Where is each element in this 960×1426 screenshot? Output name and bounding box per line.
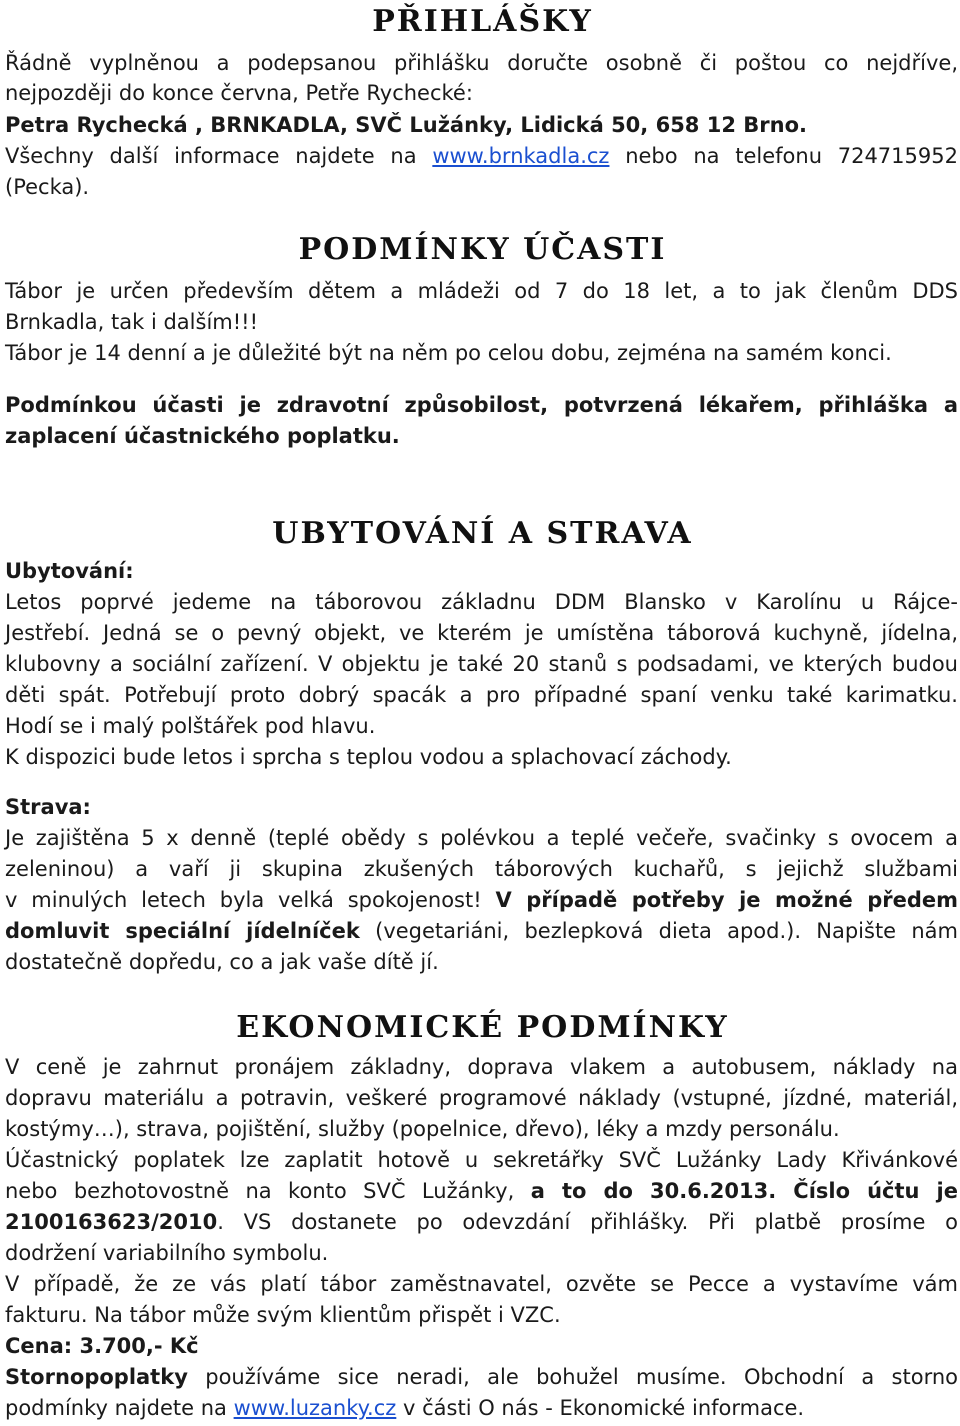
paragraph-line: (Pecka). — [5, 175, 90, 199]
paragraph-line: V ceně je zahrnut pronájem základny, doprava vlakem a autobusem, náklady na — [5, 1055, 958, 1079]
paragraph-line: zeleninou) a vaří ji skupina zkušených táborových kuchařů, s jejichž službami — [5, 857, 958, 881]
paragraph-line: Je zajištěna 5 x denně (teplé obědy s polévkou a teplé večeře, svačinky s ovocem a — [5, 826, 958, 850]
paragraph-line — [5, 1393, 804, 1423]
paragraph-line: kostýmy…), strava, pojištění, služby (popelnice, dřevo), léky a mzdy personálu. — [5, 1117, 840, 1141]
text-span: podmínky najdete na — [5, 1396, 227, 1420]
paragraph-line: Podmínkou účasti je zdravotní způsobilost, potvrzená lékařem, přihláška a — [5, 393, 958, 417]
price-line: Cena: 3.700,- Kč — [5, 1334, 199, 1358]
luzanky-link[interactable]: www.luzanky.cz — [233, 1396, 397, 1420]
paragraph-line: fakturu. Na tábor může svým klientům přispět i VZC. — [5, 1303, 561, 1327]
paragraph-line: Řádně vyplněnou a podepsanou přihlášku doručte osobně či poštou co nejdříve, — [5, 51, 958, 75]
paragraph-line: K dispozici bude letos i sprcha s teplou vodou a splachovací záchody. — [5, 745, 732, 769]
paragraph-line: Jestřebí. Jedná se o pevný objekt, ve kterém je umístěna táborová kuchyně, jídelna, — [5, 621, 958, 645]
text-span: (vegetariáni, bezlepková dieta apod.). Napište nám — [375, 919, 959, 943]
subheading-ubytovani: Ubytování: — [5, 559, 134, 583]
text-span: nebo bezhotovostně na konto SVČ Lužánky, — [5, 1179, 515, 1203]
paragraph-line: dodržení variabilního symbolu. — [5, 1241, 329, 1265]
paragraph-line: Tábor je 14 denní a je důležité být na něm po celou dobu, zejména na samém konci. — [5, 341, 892, 365]
paragraph-line: klubovny a sociální zařízení. V objektu je také 20 stanů s podsadami, ve kterých budou — [5, 652, 958, 676]
paragraph-line: děti spát. Potřebují proto dobrý spacák a pro případné spaní venku také karimatku. — [5, 683, 958, 707]
bold-text-span: Stornopoplatky — [5, 1365, 188, 1389]
brnkadla-link[interactable]: www.brnkadla.cz — [432, 144, 610, 168]
section-title-prihlasky: PŘIHLÁŠKY — [372, 4, 593, 39]
bold-text-span: V případě potřeby je možné předem — [495, 888, 958, 912]
paragraph-line: Brnkadla, tak i dalším!!! — [5, 310, 258, 334]
info-text: nebo na telefonu 724715952 — [625, 144, 958, 168]
text-span: v části O nás - Ekonomické informace. — [403, 1396, 805, 1420]
bold-text-span: a to do 30.6.2013. Číslo účtu je — [530, 1179, 958, 1203]
paragraph-line: Letos poprvé jedeme na táborovou základnu DDM Blansko v Karolínu u Rájce- — [5, 590, 958, 614]
paragraph-line: V případě, že ze vás platí tábor zaměstnavatel, ozvěte se Pecce a vystavíme vám — [5, 1272, 958, 1296]
paragraph-line: zaplacení účastnického poplatku. — [5, 424, 400, 448]
info-line — [5, 141, 958, 171]
paragraph-line: Tábor je určen především dětem a mládeži od 7 do 18 let, a to jak členům DDS — [5, 279, 958, 303]
text-span: používáme sice neradi, ale bohužel musíme. Obchodní a storno — [205, 1365, 958, 1389]
paragraph-line: Účastnický poplatek lze zaplatit hotově u sekretářky SVČ Lužánky Lady Křivánkové — [5, 1148, 958, 1172]
info-text: Všechny další informace najdete na — [5, 144, 417, 168]
paragraph-line: dostatečně dopředu, co a jak vaše dítě jí. — [5, 950, 439, 974]
address-line: Petra Rychecká , BRNKADLA, SVČ Lužánky, Lidická 50, 658 12 Brno. — [5, 113, 807, 137]
paragraph-line: nejpozději do konce června, Petře Rychecké: — [5, 81, 473, 105]
section-title-podminky: PODMÍNKY ÚČASTI — [298, 232, 667, 267]
section-title-ekonomicke: EKONOMICKÉ PODMÍNKY — [236, 1010, 729, 1045]
paragraph-line — [5, 916, 958, 946]
paragraph-line — [5, 1362, 958, 1392]
text-span: v minulých letech byla velká spokojenost! — [5, 888, 482, 912]
account-number: 2100163623/2010 — [5, 1210, 218, 1234]
paragraph-line: Hodí se i malý polštářek pod hlavu. — [5, 714, 376, 738]
paragraph-line: dopravu materiálu a potravin, veškeré programové náklady (vstupné, jízdné, materiál, — [5, 1086, 958, 1110]
section-title-ubytovani: UBYTOVÁNÍ A STRAVA — [272, 516, 693, 551]
paragraph-line — [5, 885, 958, 915]
paragraph-line — [5, 1176, 958, 1206]
paragraph-line — [5, 1207, 958, 1237]
subheading-strava: Strava: — [5, 795, 91, 819]
text-span: . VS dostanete po odevzdání přihlášky. Při platbě prosíme o — [217, 1210, 958, 1234]
bold-text-span: domluvit speciální jídelníček — [5, 919, 360, 943]
